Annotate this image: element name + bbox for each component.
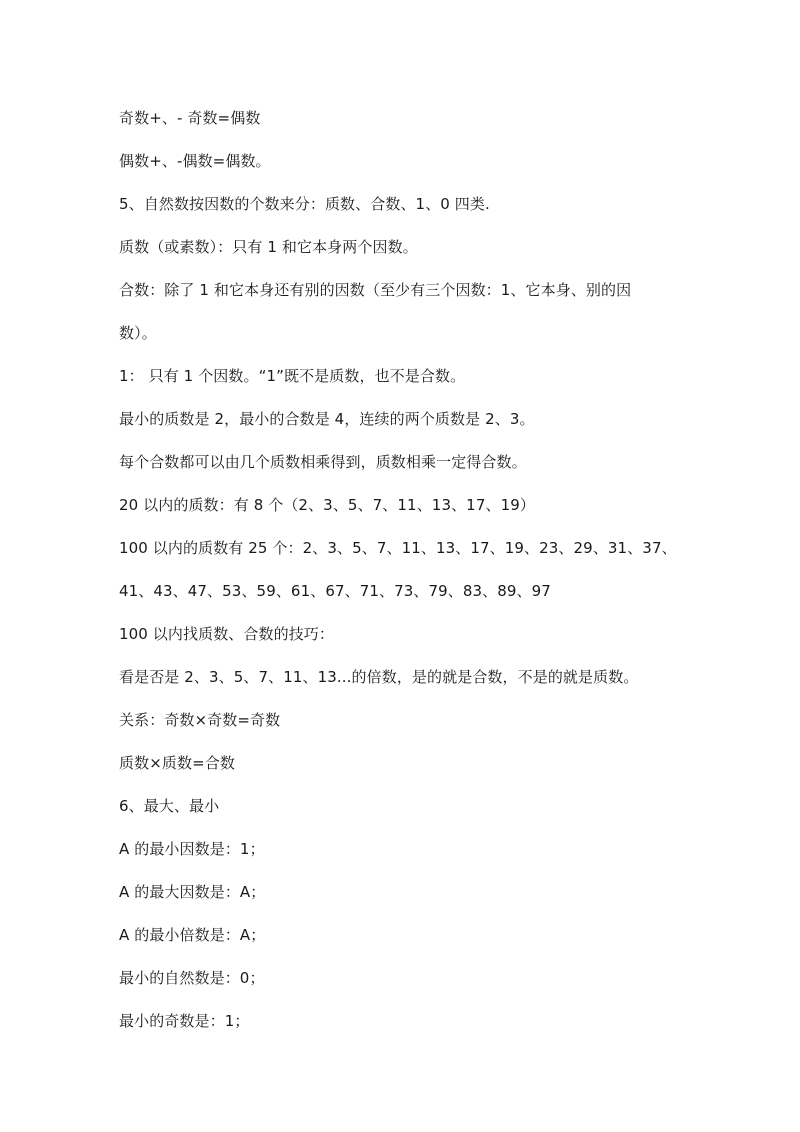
text-line-composite-definition-cont: 数）。 xyxy=(119,324,157,342)
text-line-primes-under-100: 100 以内的质数有 25 个：2、3、5、7、11、13、17、19、23、29、31、37、 xyxy=(119,539,677,557)
text-line-one-factor: 1： 只有 1 个因数。“1”既不是质数，也不是合数。 xyxy=(119,367,466,385)
text-line-tips-heading: 100 以内找质数、合数的技巧： xyxy=(119,625,334,643)
text-line-section-6: 6、最大、最小 xyxy=(119,797,220,815)
text-line-relation-prime: 质数×质数=合数 xyxy=(119,754,235,772)
text-line-composite-product: 每个合数都可以由几个质数相乘得到，质数相乘一定得合数。 xyxy=(119,453,527,471)
text-line-even-sum: 偶数+、-偶数=偶数。 xyxy=(119,152,271,170)
text-line-max-factor: A 的最大因数是：A； xyxy=(119,883,266,901)
text-line-min-factor: A 的最小因数是：1； xyxy=(119,840,265,858)
text-line-composite-definition: 合数：除了 1 和它本身还有别的因数（至少有三个因数：1、它本身、别的因 xyxy=(119,281,632,299)
text-line-min-odd: 最小的奇数是：1； xyxy=(119,1012,250,1030)
text-line-primes-under-100-cont: 41、43、47、53、59、61、67、71、73、79、83、89、97 xyxy=(119,582,551,600)
text-line-min-natural: 最小的自然数是：0； xyxy=(119,969,265,987)
text-line-section-5: 5、自然数按因数的个数来分：质数、合数、1、0 四类. xyxy=(119,195,490,213)
text-line-odd-sum: 奇数+、- 奇数=偶数 xyxy=(119,109,261,127)
text-line-min-multiple: A 的最小倍数是：A； xyxy=(119,926,266,944)
text-line-smallest-prime: 最小的质数是 2，最小的合数是 4，连续的两个质数是 2、3。 xyxy=(119,410,535,428)
text-line-relation-odd: 关系：奇数×奇数=奇数 xyxy=(119,711,281,729)
text-line-primes-under-20: 20 以内的质数：有 8 个（2、3、5、7、11、13、17、19） xyxy=(119,496,535,514)
text-line-prime-definition: 质数（或素数）：只有 1 和它本身两个因数。 xyxy=(119,238,418,256)
text-line-tips-content: 看是否是 2、3、5、7、11、13...的倍数，是的就是合数，不是的就是质数。 xyxy=(119,668,639,686)
